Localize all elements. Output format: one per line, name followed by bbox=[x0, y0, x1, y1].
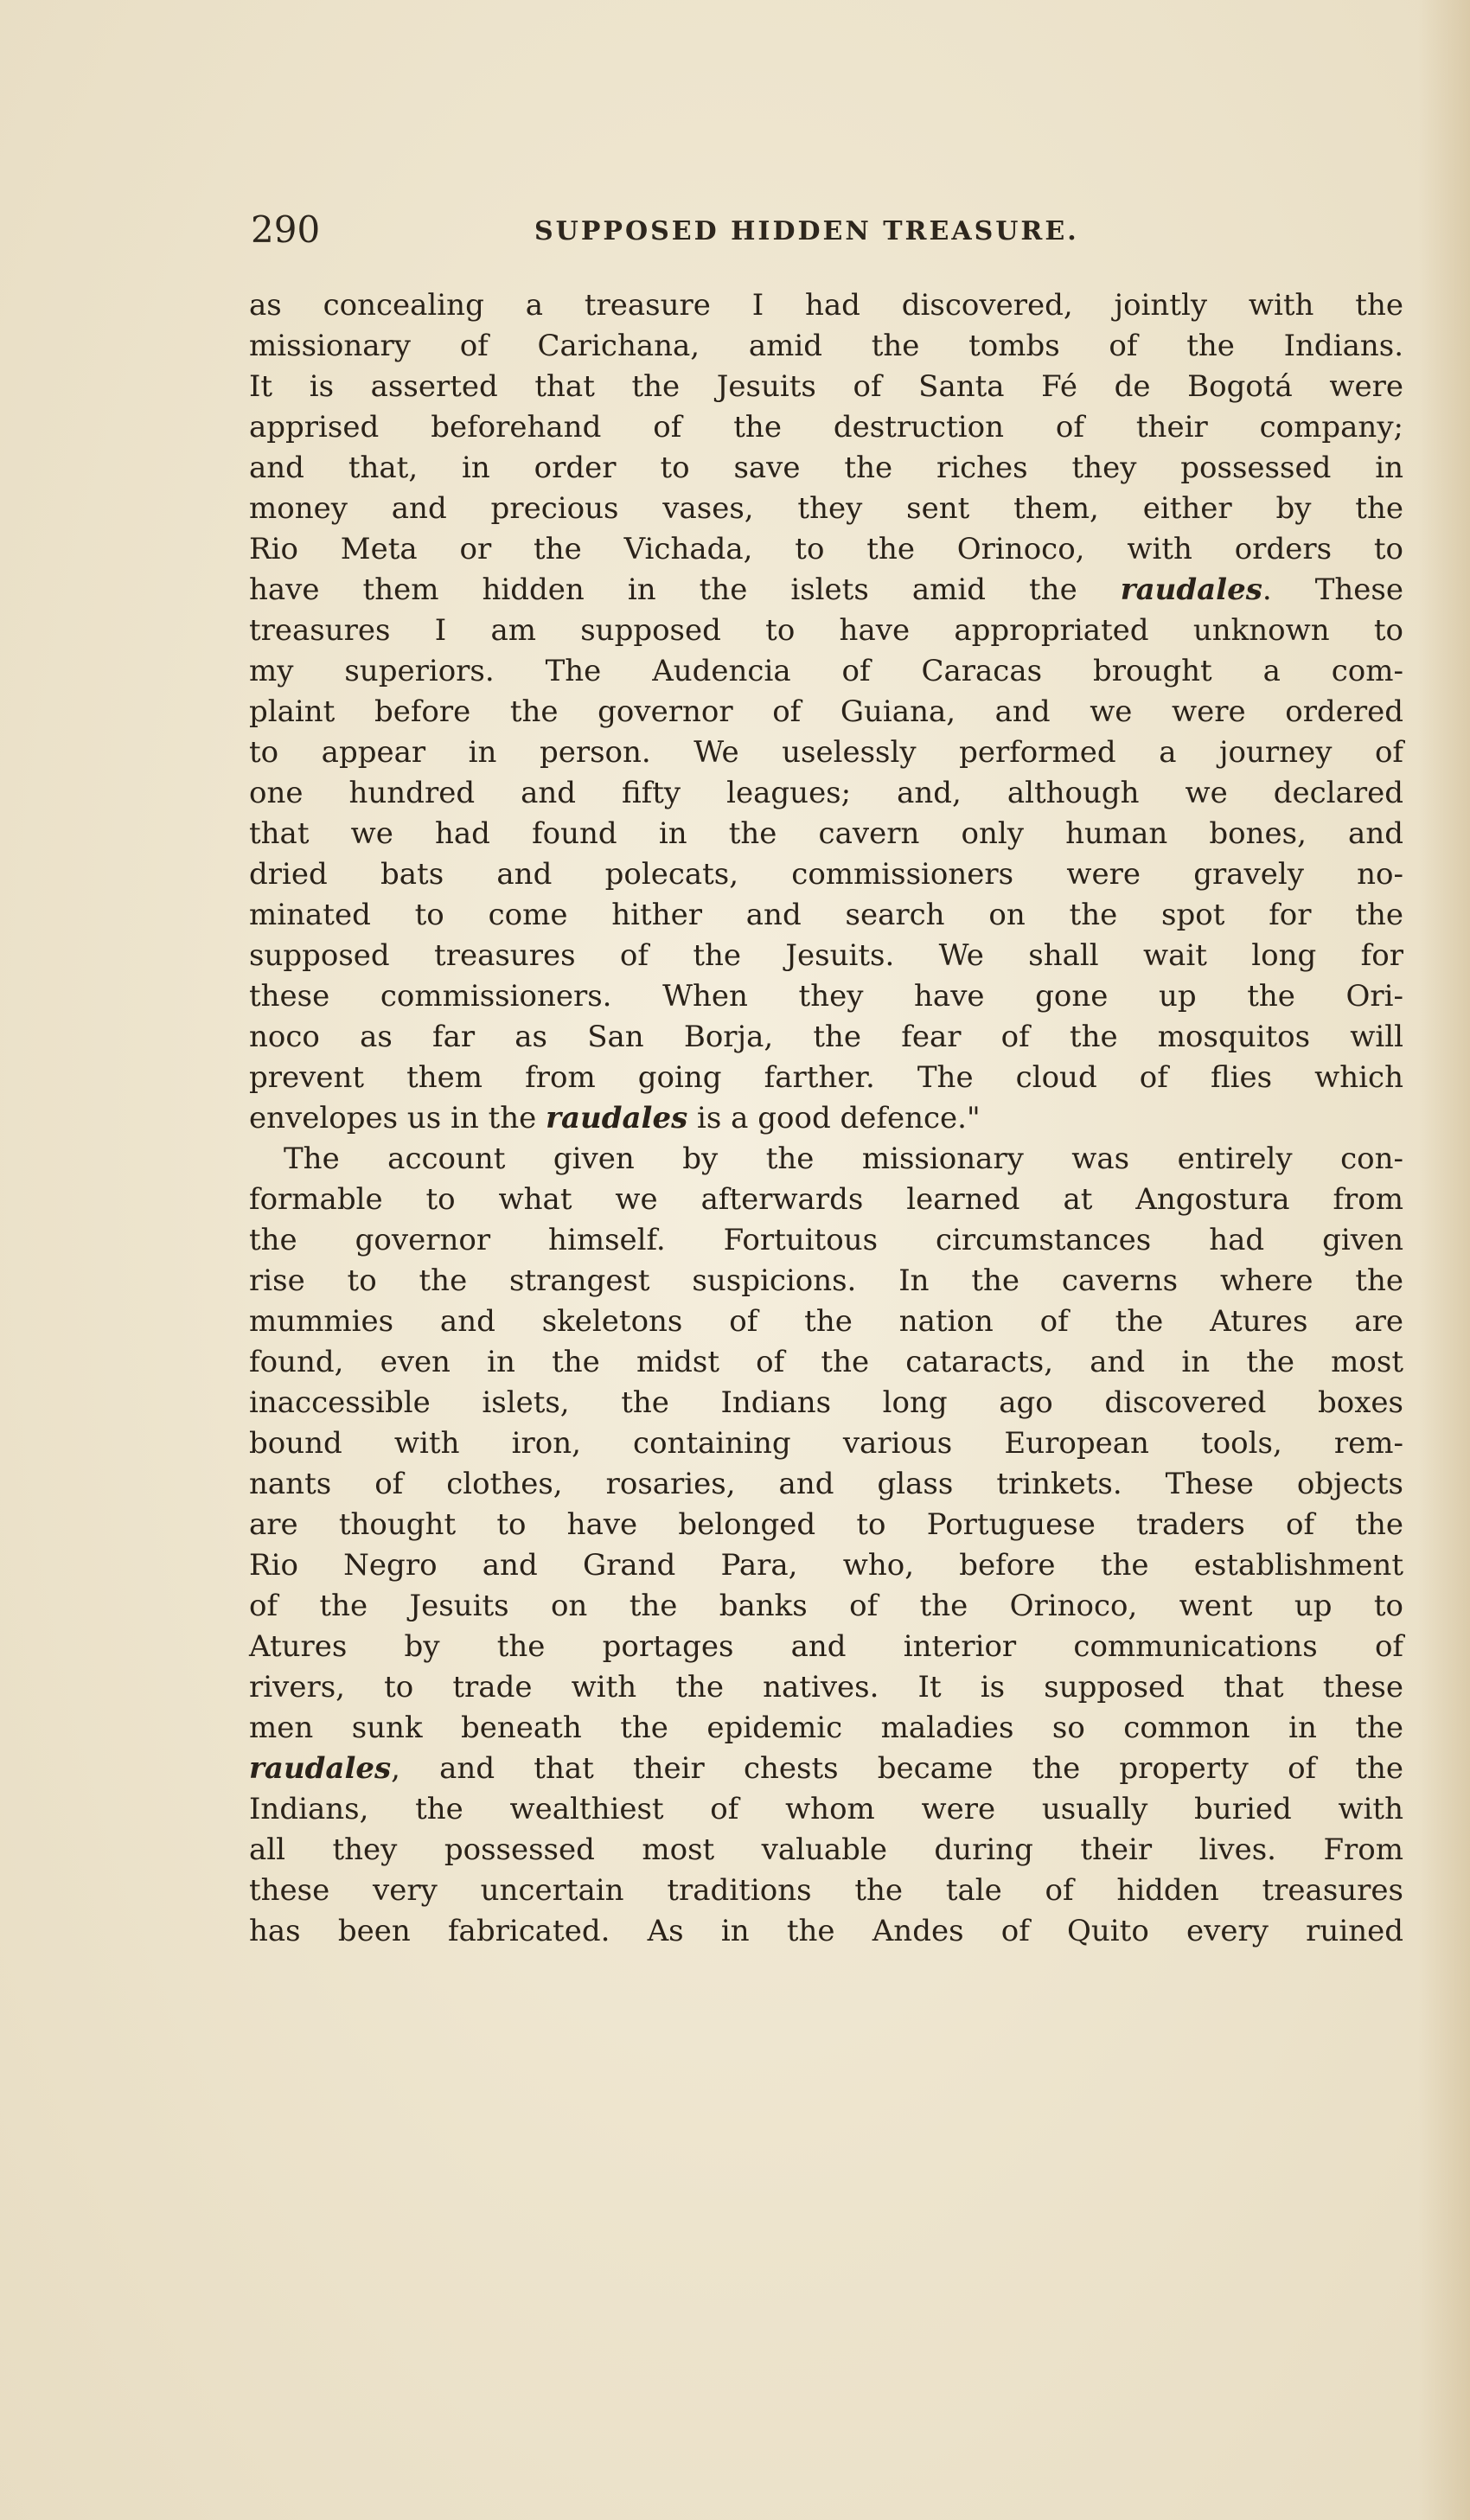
italic-term: raudales bbox=[546, 1101, 688, 1135]
text-line: to appear in person. We uselessly performed a journey of bbox=[249, 735, 1403, 770]
text-line: money and precious vases, they sent them, either by the bbox=[249, 491, 1403, 526]
text-line bbox=[249, 1749, 1403, 1789]
text-line: apprised beforehand of the destruction of their company; bbox=[249, 410, 1403, 445]
text-segment: is a good defence." bbox=[687, 1101, 981, 1135]
page-number: 290 bbox=[251, 208, 321, 251]
text-line bbox=[249, 570, 1403, 611]
text-line: my superiors. The Audencia of Caracas brought a com- bbox=[249, 654, 1403, 688]
text-segment: have them hidden in the islets amid the bbox=[249, 572, 1121, 607]
text-line: all they possessed most valuable during their lives. From bbox=[249, 1832, 1403, 1867]
text-line: It is asserted that the Jesuits of Santa Fé de Bogotá were bbox=[249, 369, 1403, 404]
text-line: one hundred and fifty leagues; and, although we declared bbox=[249, 776, 1403, 810]
page-header bbox=[251, 204, 1405, 256]
italic-term: raudales bbox=[249, 1751, 392, 1786]
text-line: these commissioners. When they have gone up the Ori- bbox=[249, 979, 1403, 1014]
text-segment: . These bbox=[1262, 572, 1403, 607]
text-line: rise to the strangest suspicions. In the caverns where the bbox=[249, 1263, 1403, 1298]
text-line: men sunk beneath the epidemic maladies so common in the bbox=[249, 1711, 1403, 1745]
text-line: plaint before the governor of Guiana, and we were ordered bbox=[249, 694, 1403, 729]
text-line: as concealing a treasure I had discovered, jointly with the bbox=[249, 288, 1403, 323]
text-line: has been fabricated. As in the Andes of Quito every ruined bbox=[249, 1914, 1403, 1948]
text-line: that we had found in the cavern only human bones, and bbox=[249, 816, 1403, 851]
text-line: The account given by the missionary was entirely con- bbox=[284, 1142, 1403, 1176]
text-line: bound with iron, containing various European tools, rem- bbox=[249, 1426, 1403, 1461]
text-line: Indians, the wealthiest of whom were usually buried with bbox=[249, 1792, 1403, 1826]
text-line: supposed treasures of the Jesuits. We shall wait long for bbox=[249, 938, 1403, 973]
text-line: missionary of Carichana, amid the tombs of the Indians. bbox=[249, 329, 1403, 363]
text-line: Atures by the portages and interior communications of bbox=[249, 1629, 1403, 1664]
text-line: minated to come hither and search on the spot for the bbox=[249, 898, 1403, 932]
text-line: are thought to have belonged to Portuguese traders of the bbox=[249, 1507, 1403, 1542]
text-line: dried bats and polecats, commissioners were gravely no- bbox=[249, 857, 1403, 892]
text-line: nants of clothes, rosaries, and glass trinkets. These objects bbox=[249, 1467, 1403, 1501]
text-line: prevent them from going farther. The cloud of flies which bbox=[249, 1060, 1403, 1095]
text-segment: envelopes us in the bbox=[249, 1101, 546, 1135]
text-line bbox=[249, 1098, 1403, 1139]
page-edge-shadow bbox=[1418, 0, 1470, 2520]
text-line: found, even in the midst of the cataracts, and in the most bbox=[249, 1345, 1403, 1379]
italic-term: raudales bbox=[1120, 572, 1262, 607]
running-head: SUPPOSED HIDDEN TREASURE. bbox=[534, 216, 1079, 246]
text-line: and that, in order to save the riches they possessed in bbox=[249, 451, 1403, 485]
text-segment: , and that their chests became the property of the bbox=[391, 1751, 1403, 1786]
text-line: mummies and skeletons of the nation of the Atures are bbox=[249, 1304, 1403, 1339]
body-text bbox=[249, 285, 1403, 1952]
text-line: inaccessible islets, the Indians long ago discovered boxes bbox=[249, 1385, 1403, 1420]
text-line: of the Jesuits on the banks of the Orinoco, went up to bbox=[249, 1589, 1403, 1623]
text-line: Rio Meta or the Vichada, to the Orinoco, with orders to bbox=[249, 532, 1403, 566]
text-line: Rio Negro and Grand Para, who, before the establishment bbox=[249, 1548, 1403, 1583]
text-line: formable to what we afterwards learned at Angostura from bbox=[249, 1182, 1403, 1217]
text-line: the governor himself. Fortuitous circumstances had given bbox=[249, 1223, 1403, 1257]
text-line: rivers, to trade with the natives. It is supposed that these bbox=[249, 1670, 1403, 1705]
text-line: these very uncertain traditions the tale of hidden treasures bbox=[249, 1873, 1403, 1908]
text-line: noco as far as San Borja, the fear of the mosquitos will bbox=[249, 1020, 1403, 1054]
text-line: treasures I am supposed to have appropriated unknown to bbox=[249, 613, 1403, 648]
